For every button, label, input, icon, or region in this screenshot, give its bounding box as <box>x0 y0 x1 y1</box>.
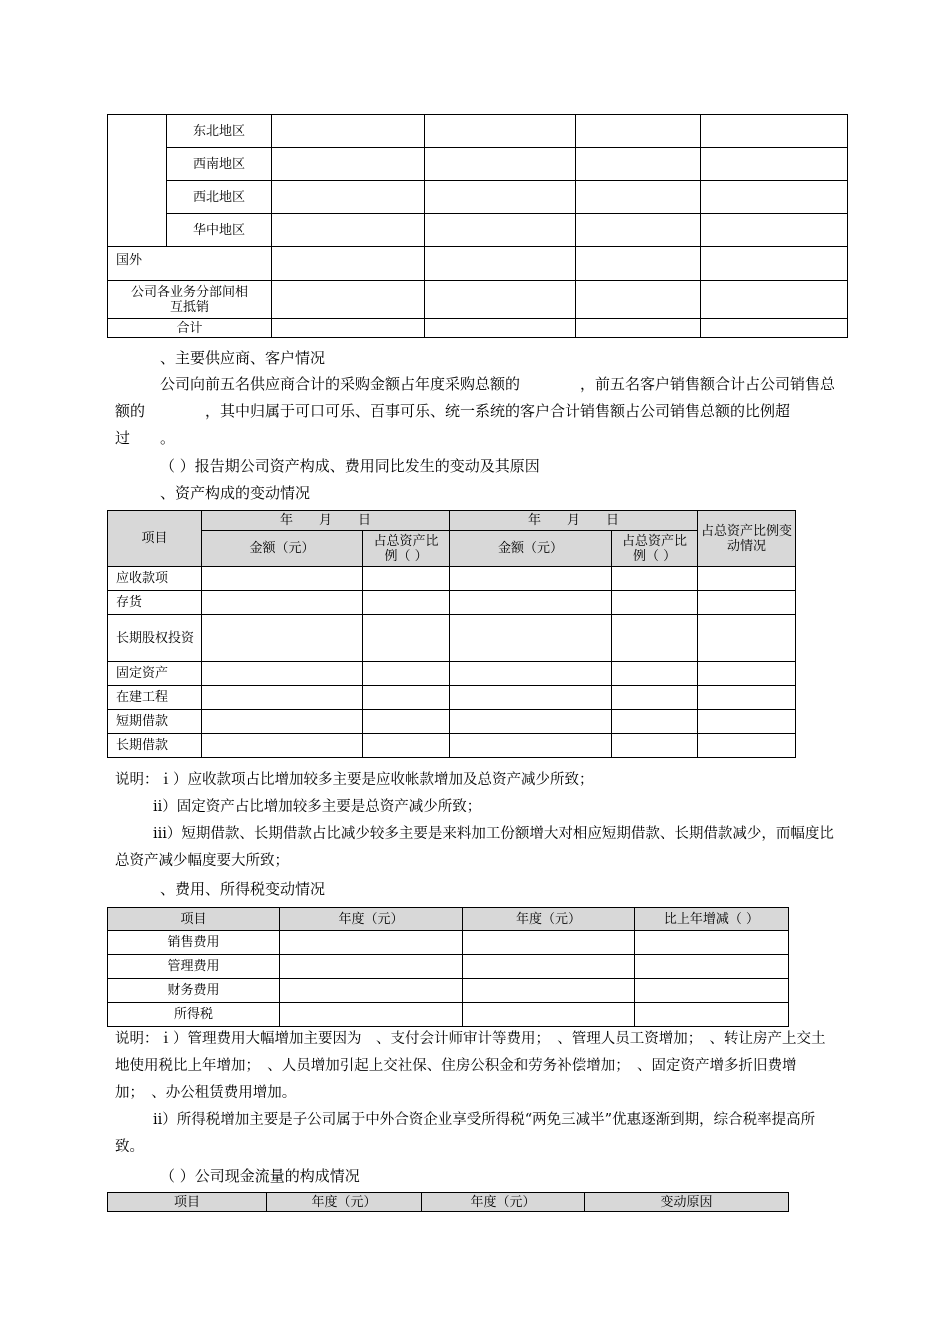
cashflow-header: 变动原因 <box>585 1193 789 1212</box>
asset-row-label: 固定资产 <box>108 662 202 686</box>
expense-header: 比上年增减（ ） <box>635 908 789 931</box>
expenses-table <box>107 907 789 1027</box>
suppliers-paragraph: 公司向前五名供应商合计的采购金额占年度采购总额的 ，前五名客户销售额合计占公司销售总额的 ，其中归属于可口可乐、百事可乐、统一系统的客户合计销售额占公司销售总额的比例超过 。 <box>115 375 836 447</box>
header-change: 占总资产比例变动情况 <box>698 511 796 567</box>
expense-note-2: ⅱ）所得税增加主要是子公司属于中外合资企业享受所得税“两免三减半”优惠逐渐到期，综合税率提高所致。 <box>115 1112 816 1155</box>
cashflow-heading: （ ）公司现金流量的构成情况 <box>160 1167 360 1185</box>
asset-row-label: 短期借款 <box>108 710 202 734</box>
region-group-cell <box>108 115 167 247</box>
cashflow-table <box>107 1192 789 1212</box>
asset-row-label: 在建工程 <box>108 686 202 710</box>
region-cell: 西北地区 <box>167 181 272 214</box>
expense-row-label: 管理费用 <box>108 955 280 979</box>
cashflow-header: 年度（元） <box>422 1193 585 1212</box>
expense-row-label: 所得税 <box>108 1003 280 1027</box>
header-item: 项目 <box>108 511 202 567</box>
assets-expenses-heading: （ ）报告期公司资产构成、费用同比发生的变动及其原因 <box>160 457 540 475</box>
expense-row-label: 销售费用 <box>108 931 280 955</box>
header-amount: 金额（元） <box>202 531 363 567</box>
regional-sales-table <box>107 114 848 338</box>
header-date: 年 月 日 <box>450 511 698 531</box>
expense-header: 年度（元） <box>463 908 635 931</box>
asset-row-label: 应收款项 <box>108 567 202 591</box>
expense-note-1: 说明：ｉ）管理费用大幅增加主要因为 、支付会计师审计等费用； 、管理人员工资增加； 、转让房产上交土地使用税比上年增加； 、人员增加引起上交社保、住房公积金和劳务补偿增加； 、固定资产增多折旧费增加； 、办公租赁费用增加。 <box>115 1031 826 1101</box>
expenses-heading: 、费用、所得税变动情况 <box>160 880 326 898</box>
cashflow-header: 项目 <box>108 1193 267 1212</box>
asset-row-label: 存货 <box>108 591 202 615</box>
total-cell: 合计 <box>108 319 272 338</box>
offset-cell: 公司各业务分部间相互抵销 <box>108 281 272 319</box>
assets-change-heading: 、资产构成的变动情况 <box>160 484 311 502</box>
region-cell: 东北地区 <box>167 115 272 148</box>
region-cell: 西南地区 <box>167 148 272 181</box>
suppliers-heading: 、主要供应商、客户情况 <box>160 349 326 367</box>
cashflow-header: 年度（元） <box>267 1193 422 1212</box>
expense-row-label: 财务费用 <box>108 979 280 1003</box>
header-ratio: 占总资产比例（ ） <box>612 531 698 567</box>
expense-notes <box>115 1026 839 1161</box>
asset-row-label: 长期借款 <box>108 734 202 758</box>
expense-header: 年度（元） <box>280 908 463 931</box>
asset-note-2: ⅱ）固定资产占比增加较多主要是总资产减少所致； <box>153 799 482 815</box>
asset-composition-table <box>107 510 796 758</box>
region-cell: 华中地区 <box>167 214 272 247</box>
asset-notes <box>115 767 839 875</box>
header-ratio: 占总资产比例（ ） <box>363 531 450 567</box>
header-date: 年 月 日 <box>202 511 450 531</box>
asset-note-3: ⅲ）短期借款、长期借款占比减少较多主要是来料加工份额增大对相应短期借款、长期借款减少，而幅度比总资产减少幅度要大所致； <box>115 826 834 869</box>
asset-note-1: 说明：ｉ）应收款项占比增加较多主要是应收帐款增加及总资产减少所致； <box>115 772 594 788</box>
asset-row-label: 长期股权投资 <box>108 615 202 662</box>
expense-header: 项目 <box>108 908 280 931</box>
header-amount: 金额（元） <box>450 531 612 567</box>
overseas-cell: 国外 <box>108 247 272 281</box>
